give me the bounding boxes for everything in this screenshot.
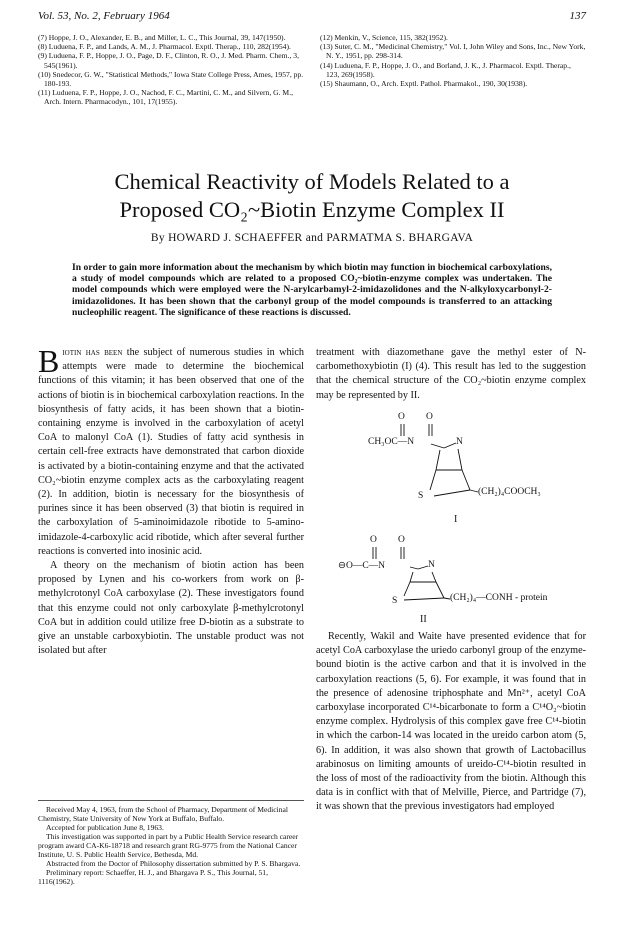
side-chain: (CH₂)₄COOCH₃ <box>478 487 541 497</box>
nitrogen-atom: N <box>428 560 435 570</box>
reference-item: (15) Shaumann, O., Arch. Exptl. Pathol. Pharmakol., 190, 30(1938). <box>320 79 528 89</box>
reference-item: (7) Hoppe, J. O., Alexander, E. B., and Miller, L. C., This Journal, 39, 147(1950). <box>38 33 286 42</box>
authors: By HOWARD J. SCHAEFFER and PARMATMA S. BHARGAVA <box>150 232 474 244</box>
page-number: 137 <box>569 10 586 22</box>
reference-item: (13) Suter, C. M., "Medicinal Chemistry," Vol. I, John Wiley and Sons, Inc., New York, N. Y., 1951, pp. 298-314. <box>320 42 586 61</box>
side-chain: (CH₂)₄—CONH - protein <box>450 593 548 603</box>
title-line: Proposed CO₂~Biotin Enzyme Complex II <box>119 197 505 222</box>
carboxylate-group: ⊖O—C—N <box>338 561 386 571</box>
structure-label: II <box>420 614 427 625</box>
body-paragraph: A theory on the mechanism of biotin action has been proposed by Lynen and his co-workers from work on β-methylcrotonyl CoA carboxylase (2). These investigators found that this enzyme could not only carboxylate β-methylcrotonyl CoA but in addition could utilize free D-biotin as a substrate to give an unstable carboxybiotin. The unstable product was not isolated but after <box>38 560 304 657</box>
carbonyl-oxygen: O <box>370 535 377 545</box>
abstract: In order to gain more information about the mechanism by which biotin may function in biochemical carboxylations, a study of model compounds which are related to a proposed CO₂~biotin-enzyme complex was undertaken. The model compounds which were employed were the N-arylcarbamyl-2-imidazolidones and the N-alkyloxycarbonyl-2-imidazolidones. It has been shown that the carbonyl group of the model compounds is transferred to an attacking nucleophilic reagent. The significance of these reactions is discussed. <box>72 262 552 318</box>
nitrogen-atom: N <box>456 437 463 447</box>
drop-cap: B <box>38 343 60 379</box>
carbamate-group: CH₃OC—N <box>368 437 415 447</box>
right-column-continued <box>316 630 586 815</box>
smallcaps-lead: iotin has been <box>62 347 123 358</box>
footnote: Preliminary report: Schaeffer, H. J., and Bhargava P. S., This Journal, 51, 1116(1962). <box>38 868 268 886</box>
structure-label: I <box>454 514 458 525</box>
journal-info: Vol. 53, No. 2, February 1964 <box>38 10 170 22</box>
footnote: This investigation was supported in part by a Public Health Service research career program award CA-K6-18718 and research grant RG-9775 from the National Cancer Institute, U. S. Public Health Service, Bethesda, Md. <box>38 832 299 859</box>
footnote: Received May 4, 1963, from the School of Pharmacy, Department of Medicinal Chemistry, State University of New York at Buffalo, Buffalo. <box>38 805 289 823</box>
reference-item: (8) Luduena, F. P., and Lands, A. M., J. Pharmacol. Exptl. Therap., 110, 282(1954). <box>38 42 291 52</box>
sulfur-atom: S <box>392 596 398 606</box>
carbonyl-oxygen: O <box>398 535 405 545</box>
carbonyl-oxygen: O <box>398 412 405 422</box>
reference-item: (10) Snedecor, G. W., "Statistical Methods," Iowa State College Press, Ames, 1957, pp. 180-193. <box>38 69 304 89</box>
footnote: Accepted for publication June 8, 1963. <box>46 823 164 832</box>
paragraph-text: the subject of numerous studies in which attempts were made to determine the biochemical functions of this vitamin; it has been observed that one of the actions of biotin is in biochemical carboxylation reactions. In the biosynthesis of fatty acids, it has been shown that a biotin-containing enzyme is involved in the carboxylation of acetyl CoA to malonyl CoA (1). Studies of fatty acid synthesis in certain cell-free extracts have demonstrated that carbon dioxide is activated by a biotin-containing enzyme and that the activated CO₂~biotin enzyme complex acts as the carboxylating reagent (2). In addition, biotin is necessary for the biosynthesis of purines since it has been observed (3) that biotin is required in the carboxylation of 5-aminoimidazole ribotide to 5-amino-imidazole-4-carboxylic acid ribotide, which after several further reactions is converted into inosinic acid. <box>38 347 304 557</box>
reference-item: (9) Luduena, F. P., Hoppe, J. O., Page, D. F., Clinton, R. O., J. Med. Pharm. Chem., 3, 545(1961). <box>38 51 299 70</box>
footnote: Abstracted from the Doctor of Philosophy dissertation submitted by P. S. Bhargava. <box>46 859 301 868</box>
reference-item: (14) Luduena, F. P., Hoppe, J. O., and Borland, J. K., J. Pharmacol. Exptl. Therap., 123, 269(1958). <box>320 60 571 79</box>
title-line: Chemical Reactivity of Models Related to a <box>114 169 510 194</box>
reference-item: (12) Menkin, V., Science, 115, 382(1952). <box>320 33 448 42</box>
carbonyl-oxygen: O <box>426 412 433 422</box>
sulfur-atom: S <box>418 491 424 501</box>
reference-item: (11) Luduena, F. P., Hoppe, J. O., Nachod, F. C., Martini, C. M., and Silvern, G. M., Arch. Intern. Pharmacodyn., 101, 17(1955). <box>38 88 293 107</box>
body-paragraph: Recently, Wakil and Waite have presented evidence that for acetyl CoA carboxylase the uriedo carbonyl group of the enzyme-bound biotin is the active carbon and that it is involved in the carboxylation reactions (5, 6). For example, it was found that in the presence of adenosine triphosphate and Mn²⁺, acetyl CoA carboxylase incorporated C¹⁴-bicarbonate to form a C¹⁴O₂~biotin enzyme complex. Hydrolysis of this complex gave free C¹⁴-biotin in which the carbon-14 was located in the ureido carbon atom (5, 6). In addition, it was also shown that growth of Lactobacillus arabinosus on limiting amounts of ureido-C¹⁴-biotin resulted in the loss of most of the radioactivity from the biotin. Although this data is in conflict with that of Melville, Pierce, and Partridge (7), it was shown that the previous investigators had employed <box>316 631 586 813</box>
body-paragraph: treatment with diazomethane gave the methyl ester of N-carbomethoxybiotin (I) (4). This result has led to the suggestion that the chemical structure of the CO₂~biotin enzyme complex may be represented by II. <box>316 347 586 401</box>
